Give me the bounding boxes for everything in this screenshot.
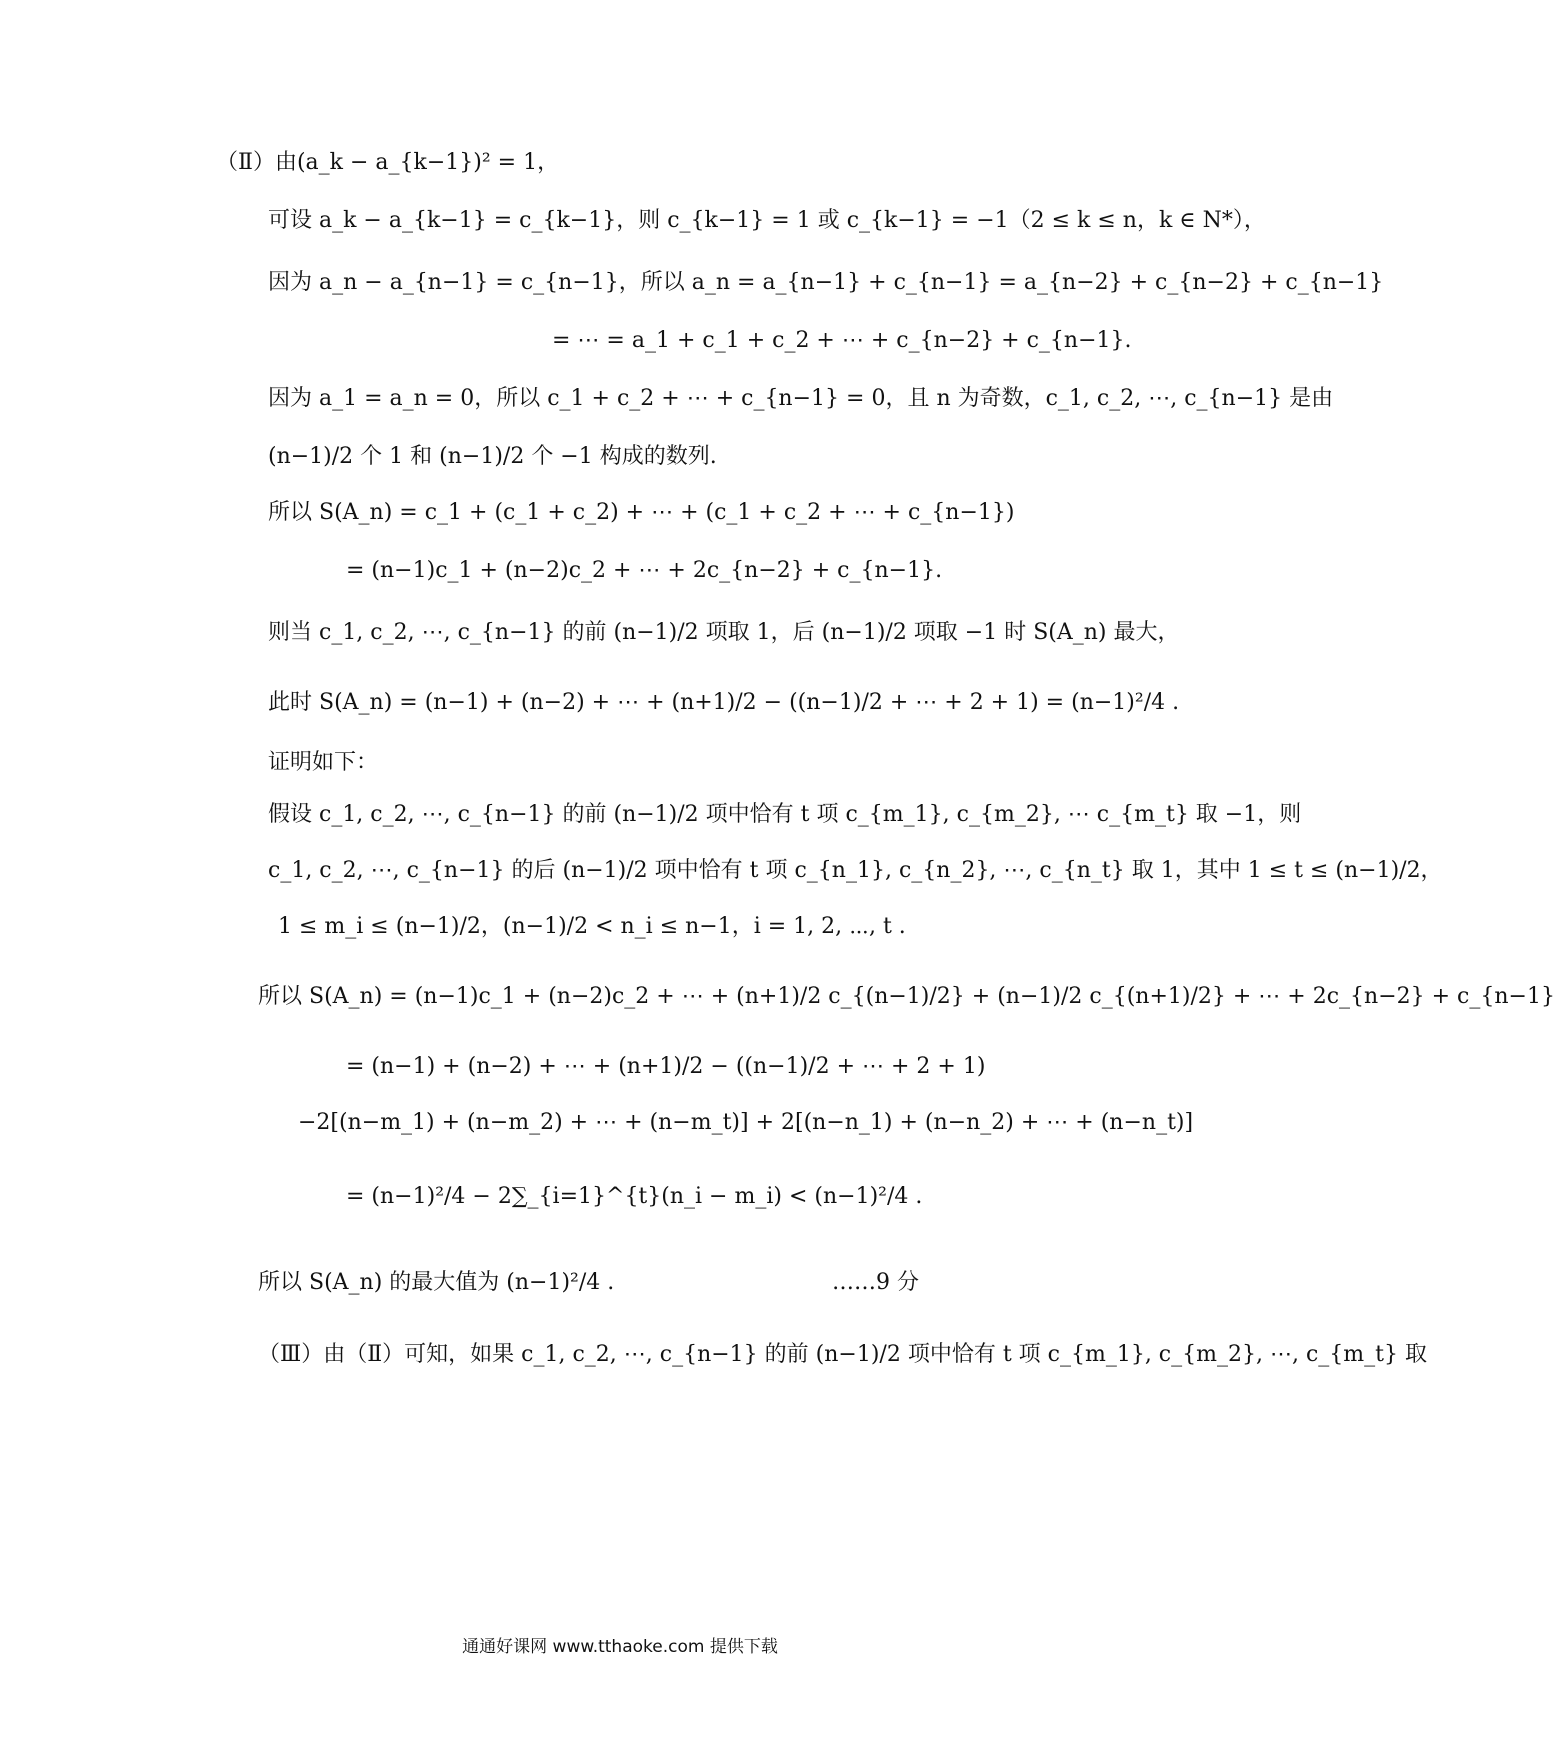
- line-4: = ⋯ = a_1 + c_1 + c_2 + ⋯ + c_{n−2} + c_{n−1}.: [552, 328, 1132, 353]
- line-10: 此时 S(A_n) = (n−1) + (n−2) + ⋯ + (n+1)/2 − ((n−1)/2 + ⋯ + 2 + 1) = (n−1)²/4 .: [268, 690, 1180, 715]
- line-5: 因为 a_1 = a_n = 0，所以 c_1 + c_2 + ⋯ + c_{n−1} = 0，且 n 为奇数，c_1, c_2, ⋯, c_{n−1} 是由: [268, 386, 1334, 411]
- line-14: 1 ≤ m_i ≤ (n−1)/2，(n−1)/2 < n_i ≤ n−1，i = 1, 2, ⋯, t .: [278, 914, 906, 939]
- line-11: 证明如下：: [268, 750, 379, 775]
- line-13: c_1, c_2, ⋯, c_{n−1} 的后 (n−1)/2 项中恰有 t 项 c_{n_1}, c_{n_2}, ⋯, c_{n_t} 取 1，其中 1 ≤ t ≤ (n−1)/2，: [268, 858, 1443, 883]
- line-2: 可设 a_k − a_{k−1} = c_{k−1}，则 c_{k−1} = 1 或 c_{k−1} = −1（2 ≤ k ≤ n，k ∈ N*），: [268, 208, 1266, 233]
- line-6: (n−1)/2 个 1 和 (n−1)/2 个 −1 构成的数列.: [268, 444, 717, 469]
- line-8: = (n−1)c_1 + (n−2)c_2 + ⋯ + 2c_{n−2} + c_{n−1}.: [346, 558, 943, 583]
- line-3: 因为 a_n − a_{n−1} = c_{n−1}，所以 a_n = a_{n−1} + c_{n−1} = a_{n−2} + c_{n−2} + c_{n−1}: [268, 270, 1384, 295]
- line-18: = (n−1)²/4 − 2∑_{i=1}^{t}(n_i − m_i) < (n−1)²/4 .: [346, 1184, 923, 1209]
- line-7: 所以 S(A_n) = c_1 + (c_1 + c_2) + ⋯ + (c_1 + c_2 + ⋯ + c_{n−1}): [268, 500, 1015, 525]
- score-note: ……9 分: [832, 1270, 919, 1295]
- line-9: 则当 c_1, c_2, ⋯, c_{n−1} 的前 (n−1)/2 项取 1，后 (n−1)/2 项取 −1 时 S(A_n) 最大，: [268, 620, 1180, 645]
- page-footer: 通通好课网 www.tthaoke.com 提供下载: [462, 1637, 778, 1657]
- line-16: = (n−1) + (n−2) + ⋯ + (n+1)/2 − ((n−1)/2 + ⋯ + 2 + 1): [346, 1054, 986, 1079]
- line-17: −2[(n−m_1) + (n−m_2) + ⋯ + (n−m_t)] + 2[(n−n_1) + (n−n_2) + ⋯ + (n−n_t)]: [298, 1110, 1194, 1135]
- line-12: 假设 c_1, c_2, ⋯, c_{n−1} 的前 (n−1)/2 项中恰有 t 项 c_{m_1}, c_{m_2}, ⋯ c_{m_t} 取 −1，则: [268, 802, 1302, 827]
- line-15: 所以 S(A_n) = (n−1)c_1 + (n−2)c_2 + ⋯ + (n+1)/2 c_{(n−1)/2} + (n−1)/2 c_{(n+1)/2} + ⋯ + 2c_{n−2} + c_{n−1}: [258, 984, 1555, 1009]
- line-20: （Ⅲ）由（Ⅱ）可知，如果 c_1, c_2, ⋯, c_{n−1} 的前 (n−1)/2 项中恰有 t 项 c_{m_1}, c_{m_2}, ⋯, c_{m_t} 取: [258, 1342, 1427, 1367]
- line-19: 所以 S(A_n) 的最大值为 (n−1)²/4 .: [258, 1270, 615, 1295]
- line-1: （Ⅱ）由(a_k − a_{k−1})² = 1，: [216, 150, 560, 175]
